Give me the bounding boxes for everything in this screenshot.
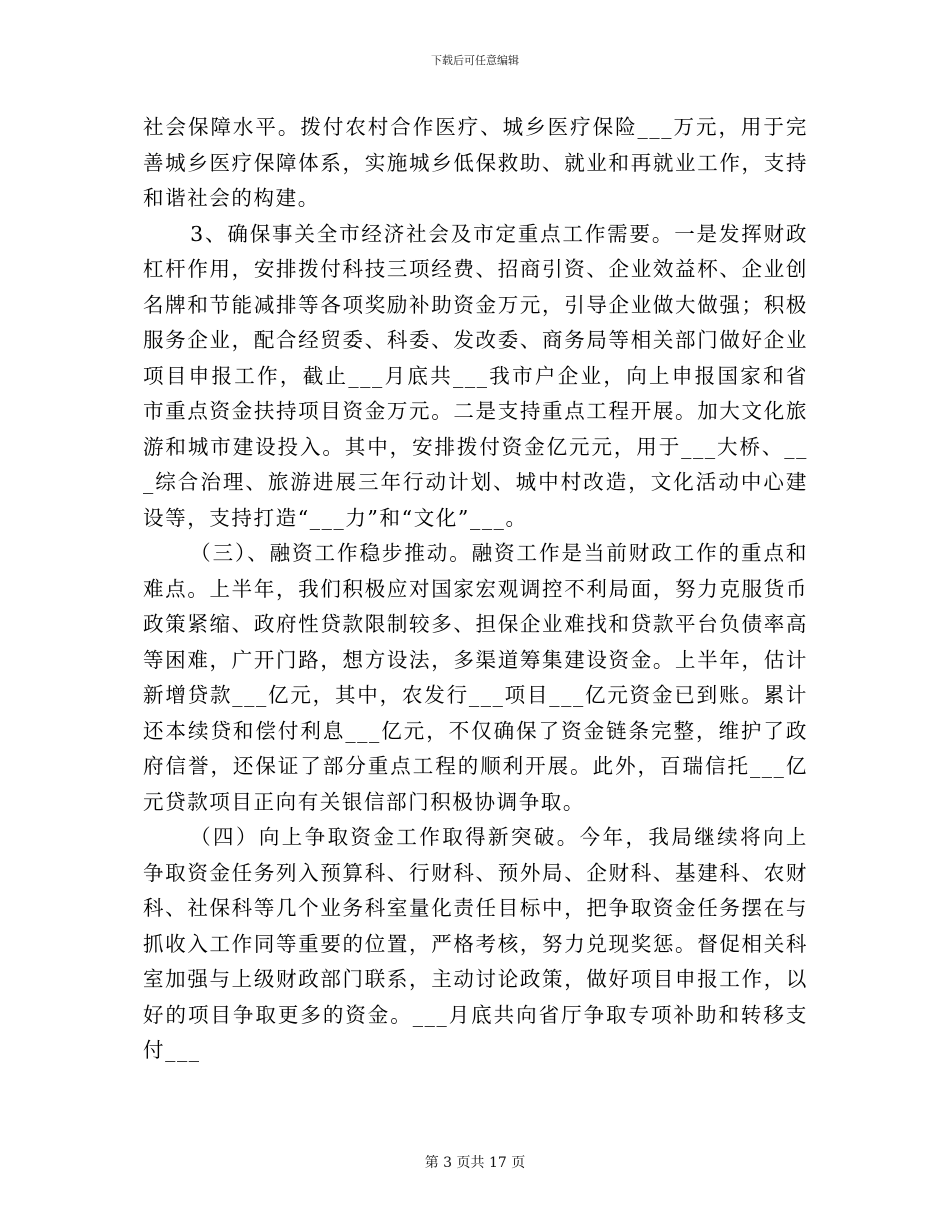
- paragraph-1: 社会保障水平。拨付农村合作医疗、城乡医疗保险___万元，用于完善城乡医疗保障体系，实施城乡低保救助、就业和再就业工作，支持和谐社会的构建。: [143, 115, 808, 210]
- page-number: 第 3 页共 17 页: [424, 1155, 526, 1171]
- paragraph-4: （四）向上争取资金工作取得新突破。今年，我局继续将向上争取资金任务列入预算科、行财科、预外局、企财科、基建科、农财科、社保科等几个业务科室量化责任目标中，把争取资金任务摆在与抓收入工作同等重要的位置，严格考核，努力兑现奖惩。督促相关科室加强与上级财政部门联系，主动讨论政策，做好项目申报工作，以好的项目争取更多的资金。___月底共向省厅争取专项补助和转移支付___: [143, 825, 808, 1062]
- paragraph-2: 3、确保事关全市经济社会及市定重点工作需要。一是发挥财政杠杆作用，安排拨付科技三项经费、招商引资、企业效益杯、企业创名牌和节能减排等各项奖励补助资金万元，引导企业做大做强；积极服务企业，配合经贸委、科委、发改委、商务局等相关部门做好企业项目申报工作，截止___月底共___我市户企业，向上申报国家和省市重点资金扶持项目资金万元。二是支持重点工程开展。加大文化旅游和城市建设投入。其中，安排拨付资金亿元元，用于___大桥、___综合治理、旅游进展三年行动计划、城中村改造，文化活动中心建设等，支持打造“___力”和“文化”___。: [143, 221, 808, 530]
- page-header: 下载后可任意编辑: [431, 54, 519, 67]
- paragraph-3: （三）、融资工作稳步推动。融资工作是当前财政工作的重点和难点。上半年，我们积极应对国家宏观调控不利局面，努力克服货币政策紧缩、政府性贷款限制较多、担保企业难找和贷款平台负债率高等困难，广开门路，想方设法，多渠道筹集建设资金。上半年，估计新增贷款___亿元，其中，农发行___项目___亿元资金已到账。累计还本续贷和偿付利息___亿元，不仅确保了资金链条完整，维护了政府信誉，还保证了部分重点工程的顺利开展。此外，百瑞信托___亿元贷款项目正向有关银信部门积极协调争取。: [143, 541, 808, 814]
- document-body: [143, 110, 808, 1069]
